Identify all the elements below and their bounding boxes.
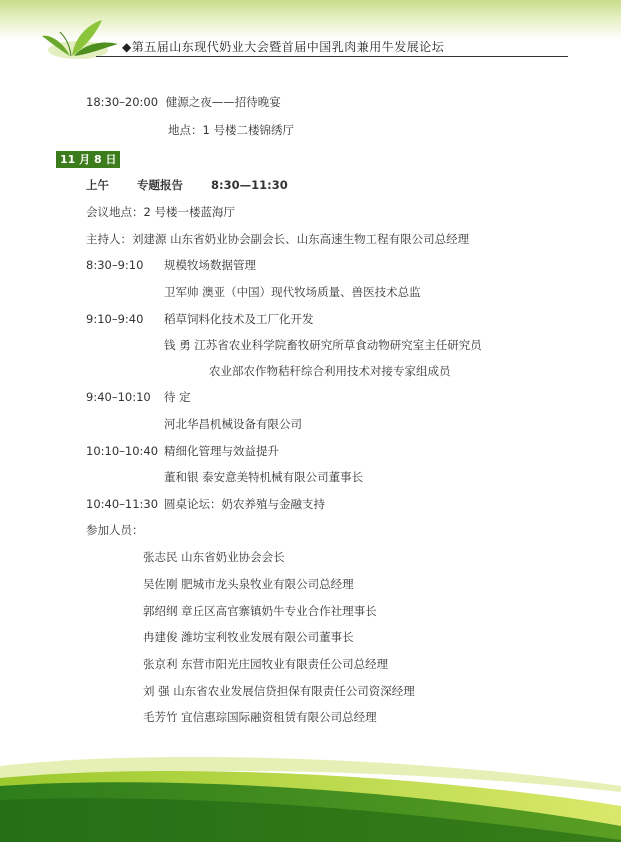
date-badge: 11 月 8 日	[56, 151, 120, 168]
agenda-speaker-continued: 农业部农作物秸秆综合利用技术对接专家组成员	[209, 364, 451, 378]
leaf-sprout-icon	[40, 10, 130, 66]
participant-item: 张京利 东营市阳光庄园牧业有限责任公司总经理	[143, 657, 389, 671]
agenda-time: 9:40–10:10	[86, 390, 151, 404]
bottom-swoosh-decoration	[0, 740, 621, 842]
evening-event-line	[86, 94, 281, 110]
agenda-topic: 精细化管理与效益提升	[164, 444, 279, 458]
participants-label: 参加人员：	[86, 523, 144, 537]
session-period: 上午	[86, 178, 109, 192]
participant-item: 吴佐刚 肥城市龙头泉牧业有限公司总经理	[143, 577, 354, 591]
agenda-topic: 规模牧场数据管理	[164, 258, 256, 272]
evening-event: 健源之夜——招待晚宴	[165, 95, 281, 109]
participant-item: 郭绍纲 章丘区高官寨镇奶牛专业合作社理事长	[143, 604, 377, 618]
session-title: 专题报告	[137, 178, 184, 192]
agenda-item	[86, 389, 191, 405]
page-header-title: ◆第五届山东现代奶业大会暨首届中国乳肉兼用牛发展论坛	[122, 40, 445, 54]
agenda-speaker: 董和银 泰安意美特机械有限公司董事长	[164, 470, 364, 484]
agenda-item	[86, 443, 279, 459]
agenda-topic: 稻草饲料化技术及工厂化开发	[164, 312, 314, 326]
agenda-time: 8:30–9:10	[86, 258, 144, 272]
meeting-venue: 会议地点：2 号楼一楼蓝海厅	[86, 205, 235, 219]
agenda-topic: 待 定	[164, 390, 191, 404]
agenda-speaker: 河北华昌机械设备有限公司	[164, 417, 302, 431]
participant-item: 张志民 山东省奶业协会会长	[143, 550, 285, 564]
agenda-item	[86, 311, 314, 327]
agenda-time: 9:10–9:40	[86, 312, 144, 326]
participant-item: 刘 强 山东省农业发展信贷担保有限责任公司资深经理	[143, 684, 415, 698]
header-divider	[96, 56, 568, 57]
agenda-time: 10:10–10:40	[86, 444, 159, 458]
evening-venue: 地点：1 号楼二楼锦绣厅	[168, 123, 294, 137]
agenda-item	[86, 496, 325, 512]
agenda-time: 10:40–11:30	[86, 497, 159, 511]
agenda-item	[86, 257, 256, 273]
agenda-topic: 圆桌论坛：奶农养殖与金融支持	[164, 497, 325, 511]
evening-time: 18:30–20:00	[86, 95, 159, 109]
agenda-speaker: 卫军帅 澳亚（中国）现代牧场质量、兽医技术总监	[164, 285, 421, 299]
meeting-host: 主持人：刘建源 山东省奶业协会副会长、山东高速生物工程有限公司总经理	[86, 232, 470, 246]
participant-item: 冉建俊 潍坊宝利牧业发展有限公司董事长	[143, 630, 354, 644]
session-time: 8:30—11:30	[211, 178, 288, 192]
agenda-speaker: 钱 勇 江苏省农业科学院畜牧研究所草食动物研究室主任研究员	[164, 338, 482, 352]
participant-item: 毛芳竹 宜信惠琮国际融资租赁有限公司总经理	[143, 710, 377, 724]
session-header	[86, 177, 288, 193]
